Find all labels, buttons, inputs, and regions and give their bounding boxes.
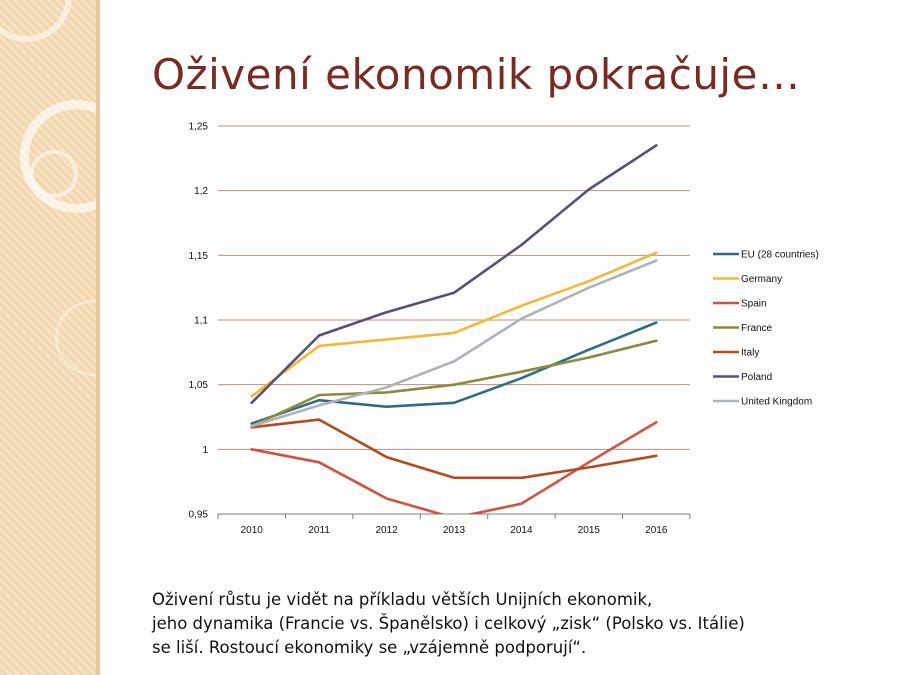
x-tick-label: 2014 <box>510 525 533 536</box>
legend-label: France <box>741 323 773 334</box>
series-line-4 <box>252 420 657 478</box>
series-line-2 <box>252 422 657 518</box>
legend-label: Italy <box>741 347 760 359</box>
caption-line: se liší. Rostoucí ekonomiky se „vzájemně podporují“. <box>152 638 587 657</box>
slide-title: Oživení ekonomik pokračuje… <box>152 50 801 99</box>
x-tick-label: 2011 <box>308 525 330 536</box>
chart-series <box>252 145 657 518</box>
y-tick-label: 0,95 <box>188 509 208 521</box>
x-tick-label: 2010 <box>240 525 263 536</box>
legend-label: Spain <box>741 298 767 310</box>
y-tick-label: 1,25 <box>188 121 208 133</box>
x-tick-label: 2015 <box>577 525 600 536</box>
legend-label: Poland <box>741 372 773 383</box>
y-tick-label: 1,15 <box>188 250 208 262</box>
legend-label: United Kingdom <box>741 396 813 408</box>
series-line-5 <box>252 145 657 402</box>
y-tick-label: 1,2 <box>194 186 208 198</box>
series-line-3 <box>252 341 657 426</box>
series-line-1 <box>252 253 657 397</box>
chart-legend <box>713 250 819 408</box>
x-tick-label: 2016 <box>645 525 668 536</box>
legend-label: Germany <box>741 274 783 285</box>
caption-line: Oživení růstu je vidět na příkladu větších Unijních ekonomik, <box>152 590 653 609</box>
y-tick-label: 1,05 <box>188 380 208 392</box>
slide-caption <box>152 588 872 660</box>
x-tick-label: 2013 <box>442 525 466 536</box>
y-tick-label: 1 <box>202 444 208 456</box>
caption-line: jeho dynamika (Francie vs. Španělsko) i celkový „zisk“ (Polsko vs. Itálie) <box>152 614 745 633</box>
x-tick-label: 2012 <box>375 525 398 536</box>
y-tick-label: 1,1 <box>194 315 208 327</box>
legend-label: EU (28 countries) <box>741 249 819 261</box>
